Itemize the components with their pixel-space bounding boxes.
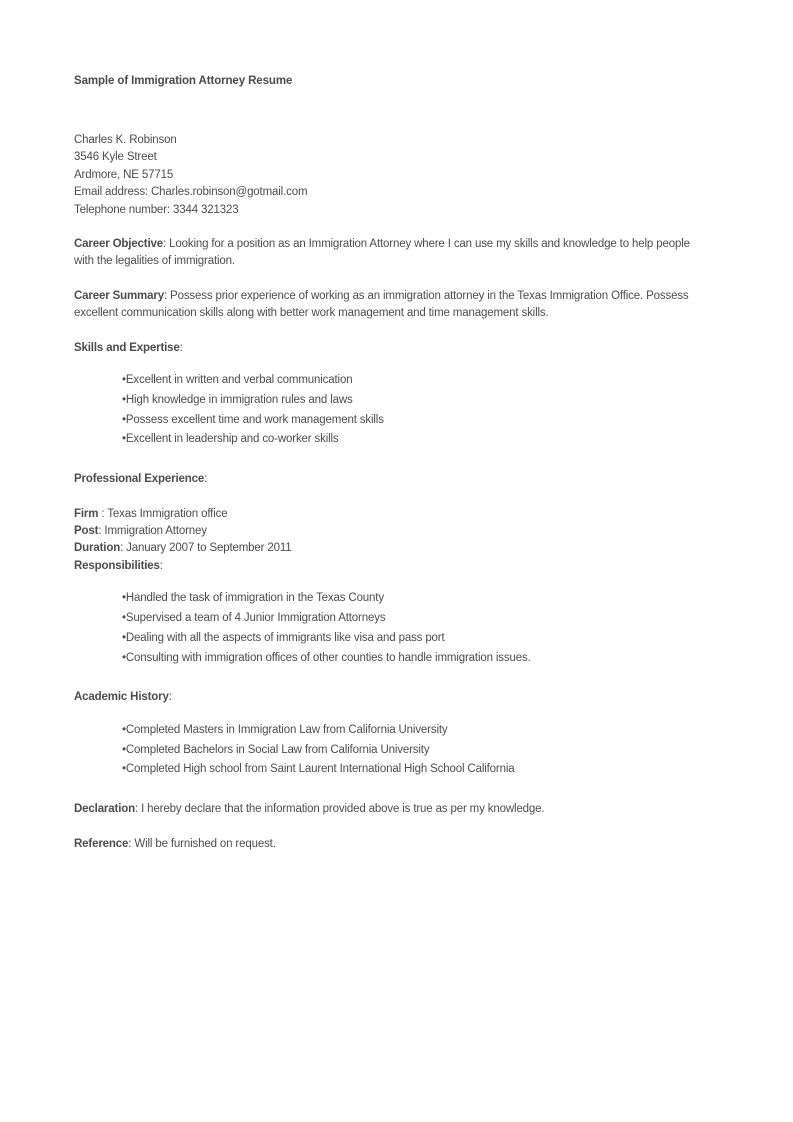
- experience-firm-separator: :: [101, 507, 108, 520]
- career-objective-section: [74, 236, 712, 271]
- experience-duration-label: Duration: [74, 542, 121, 555]
- career-objective-label: Career Objective: [74, 238, 164, 251]
- list-item-text: Completed Bachelors in Social Law from California University: [125, 743, 430, 756]
- career-summary-section: [74, 288, 712, 323]
- experience-duration-separator: :: [120, 542, 127, 555]
- experience-post-label: Post: [74, 525, 99, 538]
- skills-heading: [74, 340, 712, 357]
- list-item: [74, 760, 712, 780]
- contact-phone: Telephone number: 3344 321323: [74, 203, 239, 216]
- skills-heading-label: Skills and Expertise: [74, 341, 180, 354]
- list-item-text: Completed High school from Saint Laurent International High School California: [125, 763, 515, 776]
- reference-section: [74, 836, 712, 853]
- list-item-text: Excellent in leadership and co-worker skills: [125, 433, 339, 446]
- experience-post-value: Immigration Attorney: [104, 525, 207, 538]
- bullet-icon: •: [122, 723, 126, 736]
- list-item: [74, 609, 712, 629]
- skills-heading-suffix: :: [179, 341, 183, 354]
- bullet-icon: •: [122, 743, 126, 756]
- list-item: [74, 430, 712, 450]
- page-title: Sample of Immigration Attorney Resume: [74, 75, 293, 87]
- contact-city-state-zip: Ardmore, NE 57715: [74, 168, 174, 181]
- list-item-text: High knowledge in immigration rules and laws: [125, 393, 353, 406]
- professional-experience-heading: [74, 471, 712, 488]
- bullet-icon: •: [122, 651, 126, 664]
- skills-list: [74, 371, 712, 450]
- bullet-icon: •: [122, 433, 126, 446]
- list-item-text: Completed Masters in Immigration Law from California University: [125, 723, 448, 736]
- list-item-text: Handled the task of immigration in the Texas County: [125, 592, 384, 605]
- bullet-icon: •: [122, 413, 126, 426]
- contact-block: [74, 132, 712, 219]
- experience-firm-label: Firm: [74, 507, 102, 520]
- list-item-text: Excellent in written and verbal communication: [125, 374, 353, 387]
- list-item: [74, 391, 712, 411]
- career-summary-text: Possess prior experience of working as an immigration attorney in the Texas Immigration Office. Possess excellent communication skills along with better work management and time management skills.: [74, 289, 689, 320]
- professional-experience-heading-suffix: :: [204, 473, 208, 486]
- experience-post-line: [74, 523, 712, 540]
- list-item: [74, 649, 712, 669]
- list-item: [74, 411, 712, 431]
- declaration-text: I hereby declare that the information provided above is true as per my knowledge.: [141, 803, 545, 816]
- academic-history-list: [74, 721, 712, 780]
- candidate-name: Charles K. Robinson: [74, 134, 177, 146]
- list-item-text: Supervised a team of 4 Junior Immigration Attorneys: [125, 612, 386, 625]
- list-item-text: Consulting with immigration offices of other counties to handle immigration issues.: [125, 651, 531, 664]
- contact-email: Email address: Charles.robinson@gotmail.com: [74, 186, 308, 199]
- list-item-text: Possess excellent time and work management skills: [125, 413, 384, 426]
- bullet-icon: •: [122, 374, 126, 387]
- career-summary-label: Career Summary: [74, 289, 164, 302]
- reference-label: Reference: [74, 837, 129, 850]
- declaration-label: Declaration: [74, 803, 135, 816]
- experience-detail-block: [74, 506, 712, 576]
- bullet-icon: •: [122, 393, 126, 406]
- professional-experience-heading-label: Professional Experience: [74, 473, 205, 486]
- list-item: [74, 589, 712, 609]
- academic-history-heading-label: Academic History: [74, 691, 169, 704]
- responsibilities-list: [74, 589, 712, 668]
- list-item: [74, 721, 712, 741]
- list-item: [74, 741, 712, 761]
- academic-history-heading-suffix: :: [168, 691, 172, 704]
- responsibilities-heading-suffix: :: [159, 559, 163, 572]
- reference-text: Will be furnished on request.: [134, 837, 276, 850]
- declaration-separator: :: [134, 803, 142, 816]
- document-content: [74, 74, 712, 853]
- responsibilities-heading: [74, 558, 712, 575]
- list-item-text: Dealing with all the aspects of immigrants like visa and pass port: [125, 631, 445, 644]
- career-summary-separator: :: [163, 289, 171, 302]
- experience-firm-line: [74, 506, 712, 523]
- list-item: [74, 629, 712, 649]
- experience-post-separator: :: [98, 525, 105, 538]
- declaration-section: [74, 801, 712, 818]
- reference-separator: :: [128, 837, 135, 850]
- list-item: [74, 371, 712, 391]
- experience-duration-line: [74, 540, 712, 557]
- experience-duration-value: January 2007 to September 2011: [126, 542, 292, 555]
- responsibilities-heading-label: Responsibilities: [74, 559, 160, 572]
- career-objective-separator: :: [163, 238, 170, 251]
- bullet-icon: •: [122, 612, 126, 625]
- career-objective-text: Looking for a position as an Immigration Attorney where I can use my skills and knowledge to help people with the legalities of immigration.: [74, 238, 690, 268]
- bullet-icon: •: [122, 592, 126, 605]
- contact-street: 3546 Kyle Street: [74, 151, 157, 164]
- bullet-icon: •: [122, 631, 126, 644]
- bullet-icon: •: [122, 763, 126, 776]
- academic-history-heading: [74, 689, 712, 706]
- experience-firm-value: Texas Immigration office: [107, 507, 228, 520]
